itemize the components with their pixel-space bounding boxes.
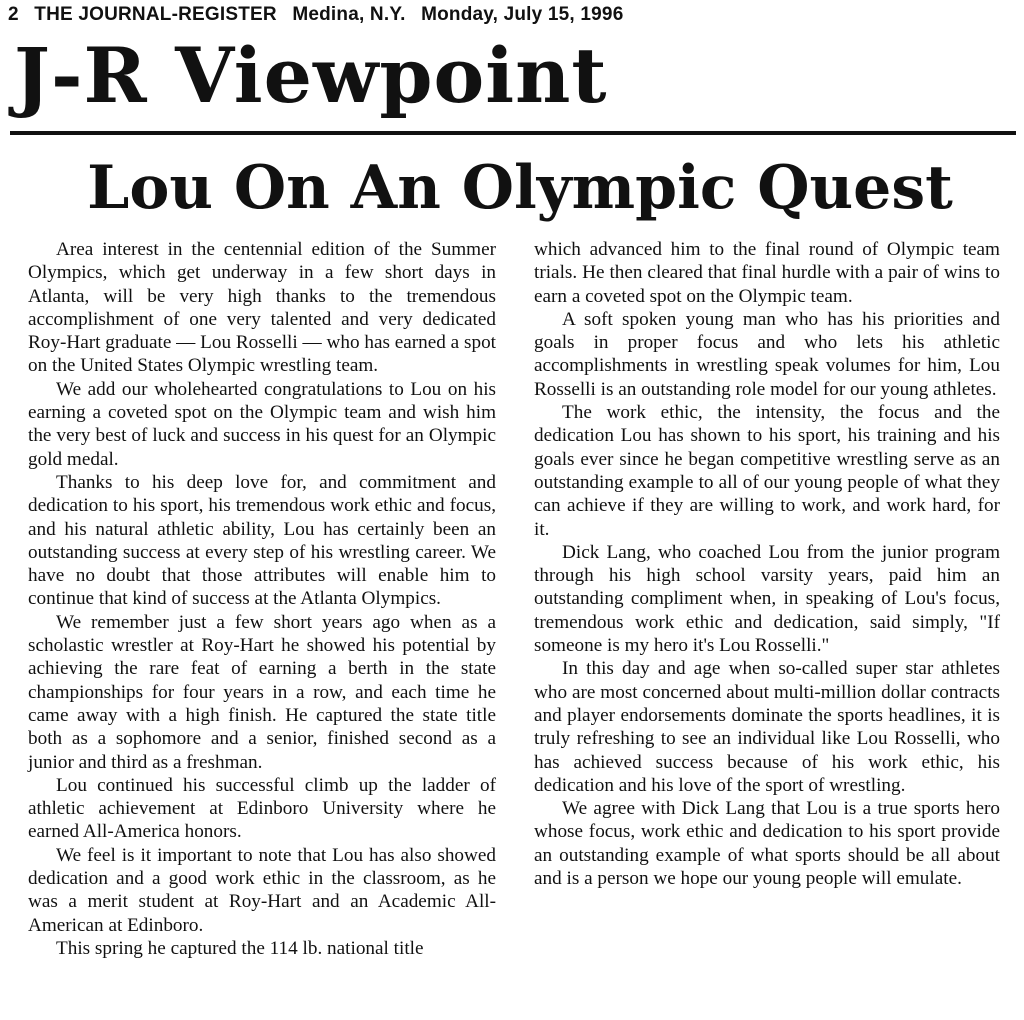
paragraph: This spring he captured the 114 lb. national title <box>56 937 424 959</box>
paragraph: In this day and age when so-called super star athletes who are most concerned about multi-million dollar contracts and player endorsements dominate the sports headlines, it is truly refreshing to see an individual like Lou Rosselli, who has achieved success because of his work ethic, his dedication and his love of the sport of wrestling. <box>534 658 1000 796</box>
headline: Lou On An Olympic Quest <box>87 153 953 223</box>
paragraph: A soft spoken young man who has his priorities and goals in proper focus and who lets his athletic accomplishments in wrestling speak volumes for him, Lou Rosselli is an outstanding role model for our young athletes. <box>534 308 1000 400</box>
folio-line <box>8 4 633 26</box>
paragraph: We agree with Dick Lang that Lou is a true sports hero whose focus, work ethic and dedication to his sport provide an outstanding example of what sports should be all about and is a person we hope our young people will emulate. <box>534 798 1000 890</box>
paragraph: We remember just a few short years ago when as a scholastic wrestler at Roy-Hart he showed his potential by achieving the rare feat of earning a berth in the state championships for four years in a row, and each time he came away with a high finish. He captured the state title both as a sophomore and a senior, finished second as a junior and third as a freshman. <box>28 611 496 773</box>
section-title: J-R Viewpoint <box>14 31 608 120</box>
left-column <box>28 238 496 960</box>
paragraph: Thanks to his deep love for, and commitment and dedication to his sport, his tremendous work ethic and focus, and his natural athletic ability, Lou has certainly been an outstanding success at every step of his wrestling career. We have no doubt that those attributes will enable him to continue that kind of success at the Atlanta Olympics. <box>28 471 496 610</box>
dateline-location: Medina, N.Y. <box>292 4 406 25</box>
paragraph-continued: which advanced him to the final round of Olympic team trials. He then cleared that final hurdle with a pair of wins to earn a coveted spot on the Olympic team. <box>534 239 1000 307</box>
section-rule <box>10 131 1016 135</box>
paragraph: The work ethic, the intensity, the focus and the dedication Lou has shown to his sport, his training and his goals ever since he began competitive wrestling serve as an outstanding example to all of our young people of what they can achieve if they are willing to work, and work hard, for it. <box>534 402 1000 540</box>
paragraph: Lou continued his successful climb up the ladder of athletic achievement at Edinboro University where he earned All-America honors. <box>28 774 496 843</box>
paragraph: We add our wholehearted congratulations to Lou on his earning a coveted spot on the Olympic team and wish him the very best of luck and success in his quest for an Olympic gold medal. <box>28 378 496 470</box>
paragraph: We feel is it important to note that Lou has also showed dedication and a good work ethic in the classroom, as he was a merit student at Roy-Hart and an Academic All-American at Edinboro. <box>28 844 496 936</box>
right-column <box>534 238 1000 890</box>
paper-name: THE JOURNAL-REGISTER <box>34 4 277 25</box>
paragraph: Area interest in the centennial edition of the Summer Olympics, which get underway in a few short days in Atlanta, will be very high thanks to the tremendous accomplishment of one very talented and very dedicated Roy-Hart graduate — Lou Rosselli — who has earned a spot on the United States Olympic wrestling team. <box>28 239 496 377</box>
issue-date: Monday, July 15, 1996 <box>421 4 624 25</box>
page-number: 2 <box>8 4 19 25</box>
paragraph: Dick Lang, who coached Lou from the junior program through his high school varsity years, paid him an outstanding compliment when, in speaking of Lou's focus, tremendous work ethic and dedication, said simply, "If someone is my hero it's Lou Rosselli." <box>534 541 1000 657</box>
